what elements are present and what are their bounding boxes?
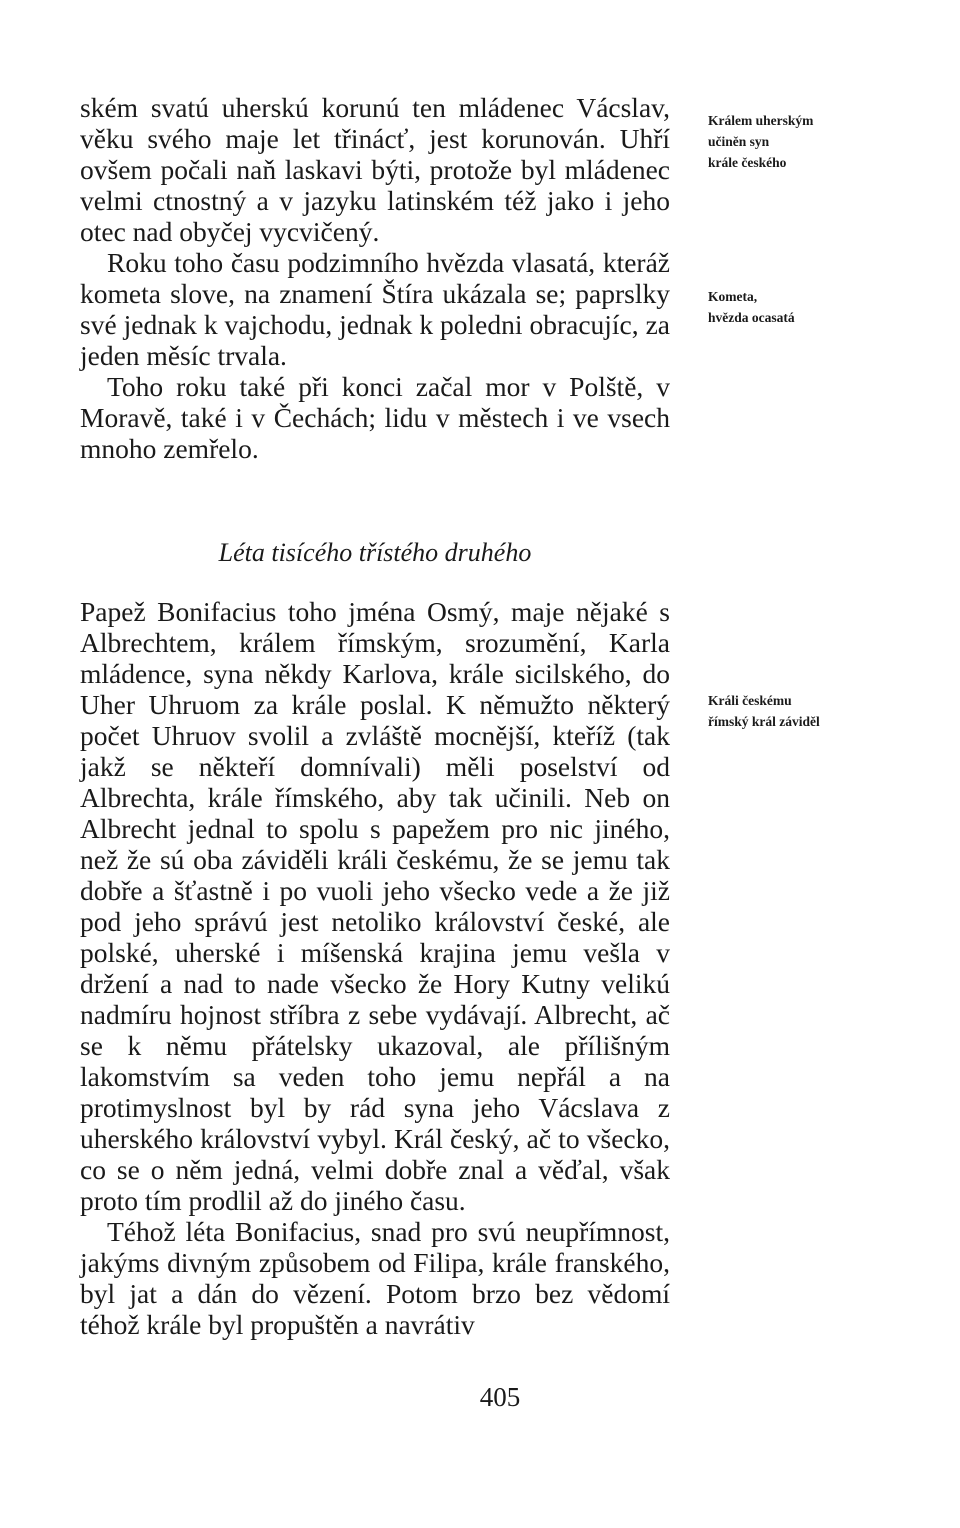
marginal-note [708, 690, 908, 732]
paragraph: ském svatú uherskú korunú ten mládenec Vácslav, věku svého maje let třinácť, jest korunován. Uhří ovšem počali naň laskavi býti, protože byl mládenec velmi ctnostný a v jazyku latinském též jako i jeho otec nad obyčej vycvičený. [80, 92, 670, 247]
marginal-note-line: římský král záviděl [708, 714, 820, 729]
marginal-note-line: krále českého [708, 155, 787, 170]
marginal-note-line: Kometa, [708, 289, 758, 304]
marginal-note-line: Králi českému [708, 693, 792, 708]
paragraph: Téhož léta Bonifacius, snad pro svú neupřímnost, jakýms divným způsobem od Filipa, krále franského, byl jat a dán do vězení. Potom brzo bez vědomí téhož krále byl propuštěn a navrátiv [80, 1216, 670, 1340]
text-block-top [80, 92, 670, 464]
text-block-bottom [80, 596, 670, 1340]
section-heading: Léta tisícého třístého druhého [218, 538, 532, 567]
paragraph: Toho roku také při konci začal mor v Polště, v Moravě, také i v Čechách; lidu v městech i ve vsech mnoho zemřelo. [80, 371, 670, 464]
marginal-note-line: Králem uherským [708, 113, 814, 128]
page-number: 405 [479, 1382, 521, 1412]
marginal-note-line: učiněn syn [708, 134, 770, 149]
marginal-note [708, 286, 908, 328]
paragraph: Roku toho času podzimního hvězda vlasatá, kteráž kometa slove, na znamení Štíra ukázala se; paprslky své jednak k vajchodu, jednak k poledni obracujíc, za jeden měsíc trvala. [80, 247, 670, 371]
paragraph: Papež Bonifacius toho jména Osmý, maje nějaké s Albrechtem, králem římským, srozumění, Karla mládence, syna někdy Karlova, krále sicilského, do Uher Uhruom za krále poslal. K němužto některý počet Uhruov svolil a zvláště mocnější, kteříž (tak jakž se někteří domnívali) měli poselství od Albrechta, krále římského, aby tak učinili. Neb on Albrecht jednal to spolu s papežem pro nic jiného, než že sú oba záviděli králi českému, že se jemu tak dobře a šťastně i po vuoli jeho všecko vede a že již pod jeho správú jest netoliko království české, ale polské, uherské i míšenská krajina jemu vešla v držení a nad to nade všecko že Hory Kutny velikú nadmíru hojnost stříbra z sebe vydávají. Albrecht, ač se k němu přátelsky ukazoval, ale přílišným lakomstvím sa veden toho jemu nepřál a na protimyslnost byl by rád syna jeho Vácslava z uherského království vybyl. Král český, ač to všecko, co se o něm jedná, velmi dobře znal a věďal, však proto tím prodlil až do jiného času. [80, 596, 670, 1216]
marginal-note-line: hvězda ocasatá [708, 310, 795, 325]
marginal-note [708, 110, 908, 173]
